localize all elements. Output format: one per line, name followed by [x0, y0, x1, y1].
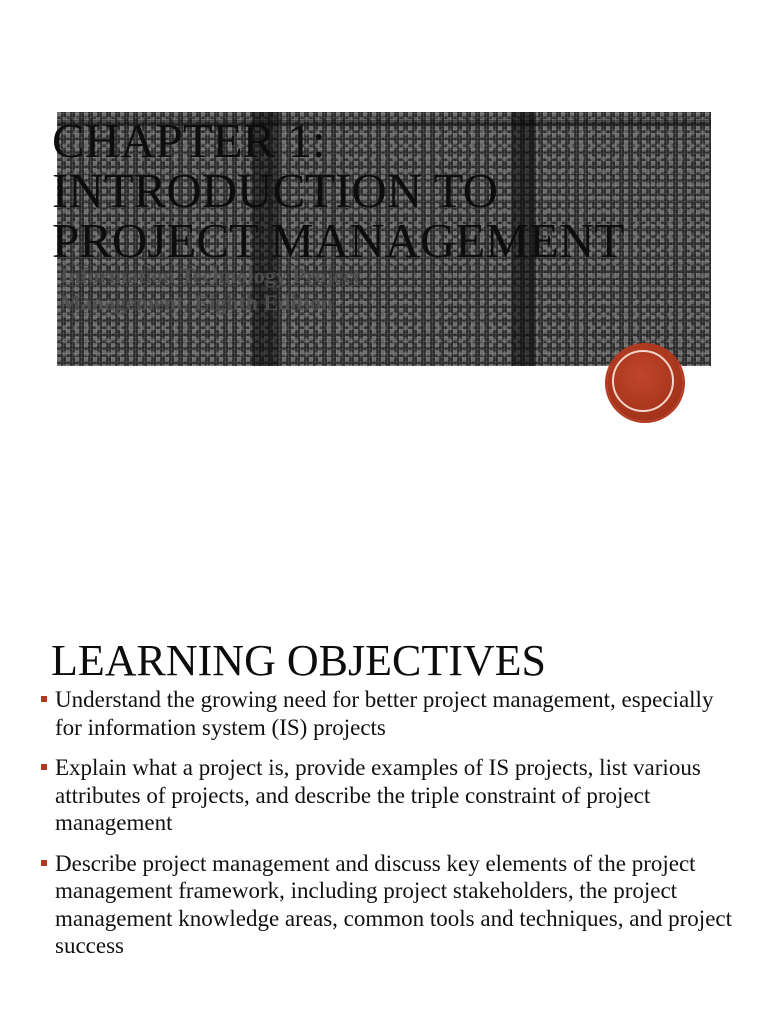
chapter-title: CHAPTER 1: INTRODUCTION TO PROJECT MANAGEMENT	[52, 113, 625, 268]
list-item	[40, 754, 740, 837]
objective-list	[40, 686, 740, 973]
objective-text: Understand the growing need for better project management, especially for information system (IS) projects	[55, 687, 714, 740]
objective-text: Explain what a project is, provide examples of IS projects, list various attributes of projects, and describe the triple constraint of project management	[55, 755, 701, 835]
objectives-slide	[0, 600, 768, 1024]
chapter-subtitle: Information Technology Project Management, Eighth Edition	[60, 263, 361, 315]
square-bullet-icon	[41, 860, 47, 866]
title-slide	[0, 0, 768, 470]
list-item	[40, 850, 740, 960]
list-item	[40, 686, 740, 741]
objectives-heading: LEARNING OBJECTIVES	[51, 636, 546, 685]
badge-ring	[612, 350, 674, 412]
objective-text: Describe project management and discuss key elements of the project management framework, including project stakeholders, the project management knowledge areas, common tools and techniques, and project success	[55, 850, 733, 958]
square-bullet-icon	[41, 696, 47, 702]
square-bullet-icon	[41, 764, 47, 770]
circle-badge-icon	[607, 345, 683, 421]
